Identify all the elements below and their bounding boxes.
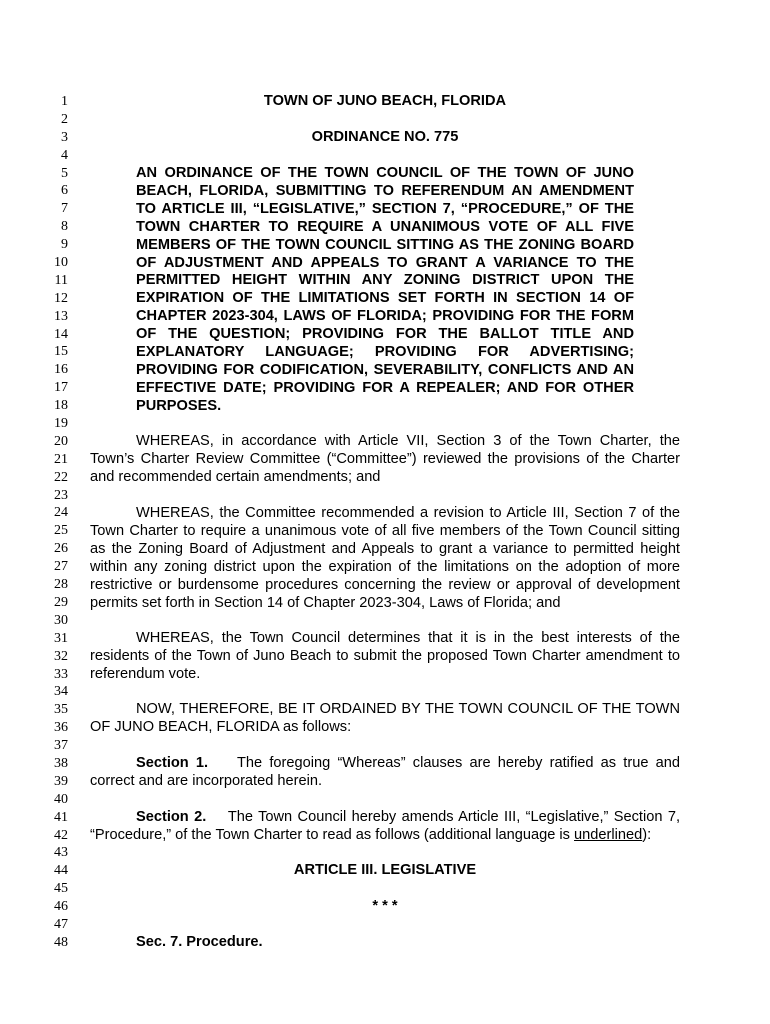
line-number: 26 <box>54 541 68 557</box>
line-number: 12 <box>54 290 68 306</box>
line-number: 30 <box>54 612 68 628</box>
line-number: 16 <box>54 362 68 378</box>
ordained-clause: NOW, THEREFORE, BE IT ORDAINED BY THE TOWN COUNCIL OF THE TOWN OF JUNO BEACH, FLORIDA as follows: <box>90 701 680 735</box>
line-number: 6 <box>61 183 68 199</box>
line-number: 8 <box>61 219 68 235</box>
line-number: 29 <box>54 594 68 610</box>
ordinance-number: ORDINANCE NO. 775 <box>311 129 459 145</box>
line-number: 14 <box>54 326 68 342</box>
line-number: 37 <box>54 738 68 754</box>
whereas-clause-3: WHEREAS, the Town Council determines that it is in the best interests of the residents of the Town of Juno Beach to submit the proposed Town Charter amendment to referendum vote. <box>90 630 680 682</box>
line-number: 44 <box>54 863 68 879</box>
line-number: 25 <box>54 523 68 539</box>
line-number: 20 <box>54 433 68 449</box>
line-number: 2 <box>61 111 68 127</box>
line-number: 13 <box>54 308 68 324</box>
line-number: 41 <box>54 809 68 825</box>
line-number: 46 <box>54 899 68 915</box>
line-number: 33 <box>54 666 68 682</box>
line-number: 39 <box>54 773 68 789</box>
line-number: 31 <box>54 630 68 646</box>
line-number: 38 <box>54 755 68 771</box>
line-number: 18 <box>54 398 68 414</box>
line-number: 9 <box>61 237 68 253</box>
section-2-text-end: ): <box>642 826 652 843</box>
line-number: 15 <box>54 344 68 360</box>
line-number: 17 <box>54 380 68 396</box>
section-1-heading: Section 1. <box>136 755 209 771</box>
section-1 <box>90 755 680 791</box>
line-number: 5 <box>61 165 68 181</box>
line-number: 42 <box>54 827 68 843</box>
underlined-word: underlined <box>574 826 643 843</box>
line-number: 23 <box>54 487 68 503</box>
line-number: 45 <box>54 881 68 897</box>
whereas-clause-2: WHEREAS, the Committee recommended a revision to Article III, Section 7 of the Town Charter to require a unanimous vote of all five members of the Town Council sitting as the Zoning Board of Adjustment and Appeals to grant a variance to permitted height within any zoning district upon the expiration of the limitations on the adoption of more restrictive or burdensome procedures concerning the review or approval of development permits set forth in Section 14 of Chapter 2023-304, Laws of Florida; and <box>90 505 680 611</box>
line-number: 10 <box>54 255 68 271</box>
section-2-text: The Town Council hereby amends Article III, “Legislative,” Section 7, “Procedure,” of the Town Charter to read as follows (additional language is <box>90 809 681 843</box>
line-number: 32 <box>54 648 68 664</box>
town-title: TOWN OF JUNO BEACH, FLORIDA <box>263 93 507 109</box>
line-numbers <box>0 93 68 952</box>
section-2-heading: Section 2. <box>136 809 207 825</box>
line-number: 22 <box>54 469 68 485</box>
line-number: 36 <box>54 720 68 736</box>
section-1-text: The foregoing “Whereas” clauses are hereby ratified as true and correct and are incorporated herein. <box>90 755 681 789</box>
line-number: 19 <box>54 416 68 432</box>
line-number: 21 <box>54 451 68 467</box>
line-number: 3 <box>61 129 68 145</box>
line-number: 28 <box>54 577 68 593</box>
line-number: 1 <box>61 94 68 109</box>
line-number: 34 <box>54 684 68 700</box>
whereas-clause-1: WHEREAS, in accordance with Article VII, Section 3 of the Town Charter, the Town’s Charter Review Committee (“Committee”) reviewed the provisions of the Charter and recommended certain amendments; and <box>90 433 680 485</box>
asterisk-separator: * * * <box>372 898 398 914</box>
line-number: 40 <box>54 791 68 807</box>
line-number: 35 <box>54 702 68 718</box>
line-number: 7 <box>61 201 68 217</box>
sec-7-heading: Sec. 7. Procedure. <box>136 934 263 950</box>
line-number: 48 <box>54 934 68 950</box>
article-heading: ARTICLE III. LEGISLATIVE <box>293 862 477 878</box>
line-number: 24 <box>54 505 68 521</box>
line-number: 4 <box>61 147 68 163</box>
ordinance-caption: AN ORDINANCE OF THE TOWN COUNCIL OF THE TOWN OF JUNO BEACH, FLORIDA, SUBMITTING TO REFERENDUM AN AMENDMENT TO ARTICLE III, “LEGISLATIVE,” SECTION 7, “PROCEDURE,” OF THE TOWN CHARTER TO REQUIRE A UNANIMOUS VOTE OF ALL FIVE MEMBERS OF THE TOWN COUNCIL SITTING AS THE ZONING BOARD OF ADJUSTMENT AND APPEALS TO GRANT A VARIANCE TO THE PERMITTED HEIGHT WITHIN ANY ZONING DISTRICT UPON THE EXPIRATION OF THE LIMITATIONS SET FORTH IN SECTION 14 OF CHAPTER 2023-304, LAWS OF FLORIDA; PROVIDING FOR THE FORM OF THE QUESTION; PROVIDING FOR THE BALLOT TITLE AND EXPLANATORY LANGUAGE; PROVIDING FOR ADVERTISING; PROVIDING FOR CODIFICATION, SEVERABILITY, CONFLICTS AND AN EFFECTIVE DATE; PROVIDING FOR A REPEALER; AND FOR OTHER PURPOSES. <box>136 165 634 414</box>
section-2 <box>90 809 680 845</box>
line-number: 27 <box>54 559 68 575</box>
line-number: 11 <box>54 272 68 288</box>
line-number: 43 <box>54 845 68 861</box>
line-number: 47 <box>54 916 68 932</box>
